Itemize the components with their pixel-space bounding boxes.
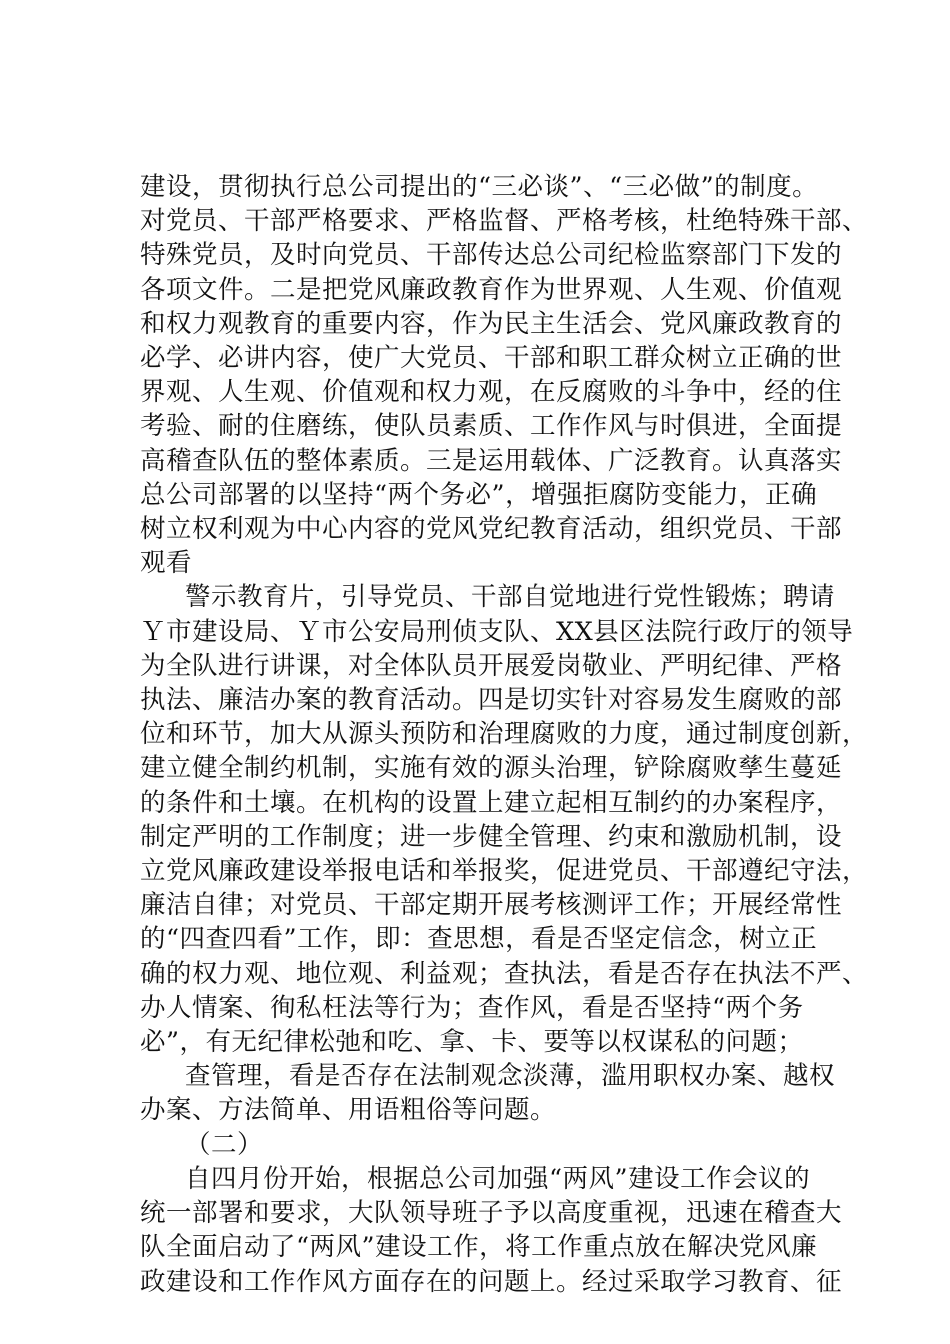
document-body: [140, 170, 869, 1299]
text-line: 建立健全制约机制，实施有效的源头治理，铲除腐败孳生蔓延: [140, 753, 843, 784]
text-line: 对党员、干部严格要求、严格监督、严格考核，杜绝特殊干部、: [140, 206, 869, 237]
text-line: 建设，贯彻执行总公司提出的“三必谈”、“三必做”的制度。: [140, 172, 819, 202]
text-line: 考验、耐的住磨练，使队员素质、工作作风与时俱进，全面提: [140, 411, 843, 442]
section-number: （二）: [185, 1129, 264, 1160]
text-line: 立党风廉政建设举报电话和举报奖，促进党员、干部遵纪守法，: [140, 856, 869, 887]
text-line: 界观、人生观、价值观和权力观，在反腐败的斗争中，经的住: [140, 377, 843, 408]
paragraph-3: [140, 1059, 840, 1127]
text-line: 执法、廉洁办案的教育活动。四是切实针对容易发生腐败的部: [140, 685, 843, 716]
paragraph-2: [140, 580, 869, 1059]
text-line: 特殊党员，及时向党员、干部传达总公司纪检监察部门下发的: [140, 240, 843, 271]
text-line: 和权力观教育的重要内容，作为民主生活会、党风廉政教育的: [140, 308, 843, 339]
text-line: 廉洁自律；对党员、干部定期开展考核测评工作；开展经常性: [140, 890, 843, 921]
text-line: 政建设和工作作风方面存在的问题上。经过采取学习教育、征: [140, 1266, 843, 1297]
text-line: 必学、必讲内容，使广大党员、干部和职工群众树立正确的世: [140, 343, 843, 374]
text-line-first: 自四月份开始，根据总公司加强“两风”建设工作会议的: [185, 1163, 811, 1194]
text-line: 队全面启动了“两风”建设工作，将工作重点放在解决党风廉: [140, 1232, 818, 1263]
text-line: 树立权利观为中心内容的党风党纪教育活动，组织党员、干部: [140, 514, 843, 545]
text-line: 为全队进行讲课，对全体队员开展爱岗敬业、严明纪律、严格: [140, 650, 843, 681]
text-line: 确的权力观、地位观、利益观；查执法，看是否存在执法不严、: [140, 958, 869, 989]
text-line: 的“四查四看”工作，即：查思想，看是否坚定信念，树立正: [140, 924, 818, 955]
text-line: 办案、方法简单、用语粗俗等问题。: [140, 1095, 557, 1126]
text-line: 制定严明的工作制度；进一步健全管理、约束和激励机制，设: [140, 821, 843, 852]
text-line: 总公司部署的以坚持“两个务必”，增强拒腐防变能力，正确: [140, 479, 818, 510]
text-line: Ｙ市建设局、Ｙ市公安局刑侦支队、XX县区法院行政厅的领导: [140, 616, 854, 647]
text-line: 位和环节，加大从源头预防和治理腐败的力度，通过制度创新，: [140, 719, 869, 750]
paragraph-1: [140, 170, 869, 580]
text-line-first: 查管理，看是否存在法制观念淡薄，滥用职权办案、越权: [185, 1061, 836, 1092]
text-line: 的条件和土壤。在机构的设置上建立起相互制约的办案程序，: [140, 787, 843, 818]
text-line: 必”，有无纪律松弛和吃、拿、卡、要等以权谋私的问题；: [140, 1027, 804, 1058]
text-line: 高稽查队伍的整体素质。三是运用载体、广泛教育。认真落实: [140, 445, 843, 476]
text-line: 办人情案、徇私枉法等行为；查作风，看是否坚持“两个务: [140, 992, 804, 1023]
text-line-first: 警示教育片，引导党员、干部自觉地进行党性锻炼；聘请: [185, 582, 836, 613]
paragraph-4: [140, 1162, 843, 1299]
section-heading: [140, 1128, 840, 1162]
text-line: 统一部署和要求，大队领导班子予以高度重视，迅速在稽查大: [140, 1198, 843, 1229]
text-line: 观看: [140, 548, 193, 579]
text-line: 各项文件。二是把党风廉政教育作为世界观、人生观、价值观: [140, 274, 843, 305]
